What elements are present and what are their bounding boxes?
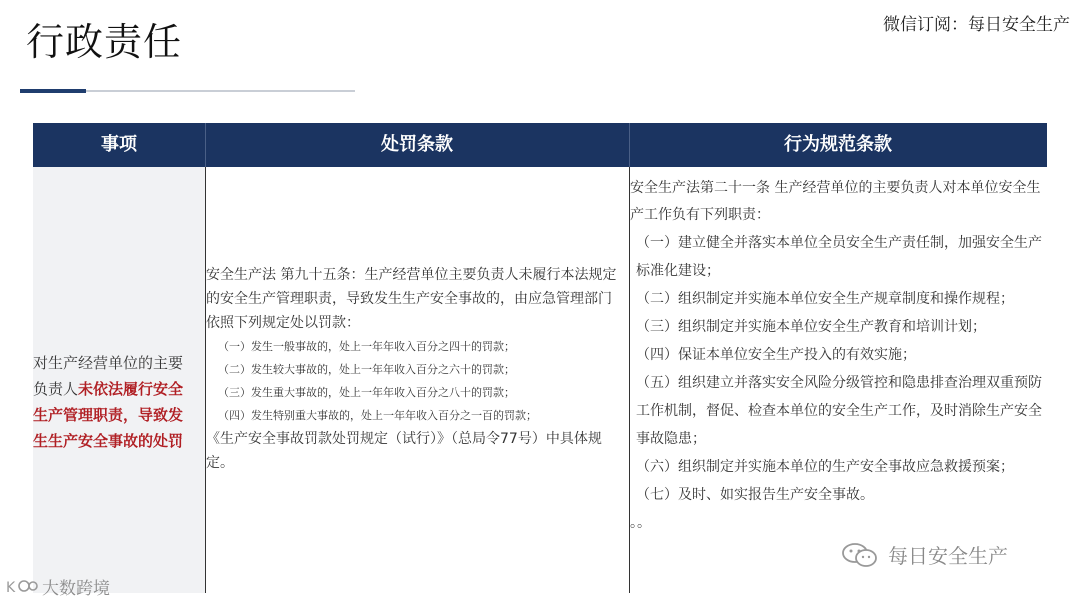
watermark-right-text: 每日安全生产 xyxy=(888,544,1008,568)
cell-conduct-clause xyxy=(630,175,1048,537)
penalty-item: （二）发生较大事故的，处上一年年收入百分之六十的罚款； xyxy=(218,363,515,376)
title-underline-accent xyxy=(20,89,86,93)
conduct-item: （一）建立健全并落实本单位全员安全生产责任制，加强安全生产标准化建设； xyxy=(636,235,1042,279)
penalty-outro: 《生产安全事故罚款处罚规定（试行）》（总局令77号）中具体规定。 xyxy=(206,431,602,471)
matter-highlight: 未依法履行安全生产管理职责，导致发生生产安全事故的处罚 xyxy=(33,380,184,450)
conduct-item: （四）保证本单位安全生产投入的有效实施； xyxy=(636,347,916,363)
title-underline xyxy=(20,90,355,92)
cell-penalty-clause xyxy=(206,263,624,475)
penalty-item: （一）发生一般事故的，处上一年年收入百分之四十的罚款； xyxy=(218,340,515,353)
wechat-icon xyxy=(840,541,880,569)
header-matter: 事项 xyxy=(101,134,137,155)
matter-prefix: 对生产经营单位的主要负责人 xyxy=(33,354,184,398)
penalty-item: （四）发生特别重大事故的，处上一年年收入百分之一百的罚款； xyxy=(218,409,537,422)
cell-matter xyxy=(33,167,205,593)
matter-text xyxy=(33,350,197,454)
conduct-item: （三）组织制定并实施本单位安全生产教育和培训计划； xyxy=(636,319,986,335)
page-title: 行政责任 xyxy=(26,20,183,64)
watermark-left xyxy=(6,574,110,599)
conduct-item: （五）组织建立并落实安全风险分级管控和隐患排查治理双重预防工作机制，督促、检查本单位的安全生产工作，及时消除生产安全事故隐患； xyxy=(636,375,1042,447)
header-penalty-clause: 处罚条款 xyxy=(381,134,453,155)
table-header xyxy=(33,123,1047,167)
watermark-right xyxy=(840,540,1008,569)
conduct-intro: 安全生产法第二十一条 生产经营单位的主要负责人对本单位安全生产工作负有下列职责： xyxy=(630,180,1041,223)
svg-text:K: K xyxy=(6,579,16,596)
subscribe-label: 微信订阅：每日安全生产 xyxy=(883,15,1070,35)
conduct-tail: 。。 xyxy=(630,515,651,531)
conduct-item: （六）组织制定并实施本单位的生产安全事故应急救援预案； xyxy=(636,459,1014,475)
penalty-item: （三）发生重大事故的，处上一年年收入百分之八十的罚款； xyxy=(218,386,515,399)
brand-logo-icon xyxy=(6,578,38,596)
responsibility-table xyxy=(33,123,1047,593)
conduct-item: （七）及时、如实报告生产安全事故。 xyxy=(636,487,874,503)
header-conduct-clause: 行为规范条款 xyxy=(784,134,892,155)
penalty-intro: 安全生产法 第九十五条：生产经营单位主要负责人未履行本法规定的安全生产管理职责，导致发生生产安全事故的，由应急管理部门依照下列规定处以罚款： xyxy=(206,267,617,331)
conduct-item: （二）组织制定并实施本单位安全生产规章制度和操作规程； xyxy=(636,291,1014,307)
watermark-left-text: 大数跨境 xyxy=(42,579,110,599)
